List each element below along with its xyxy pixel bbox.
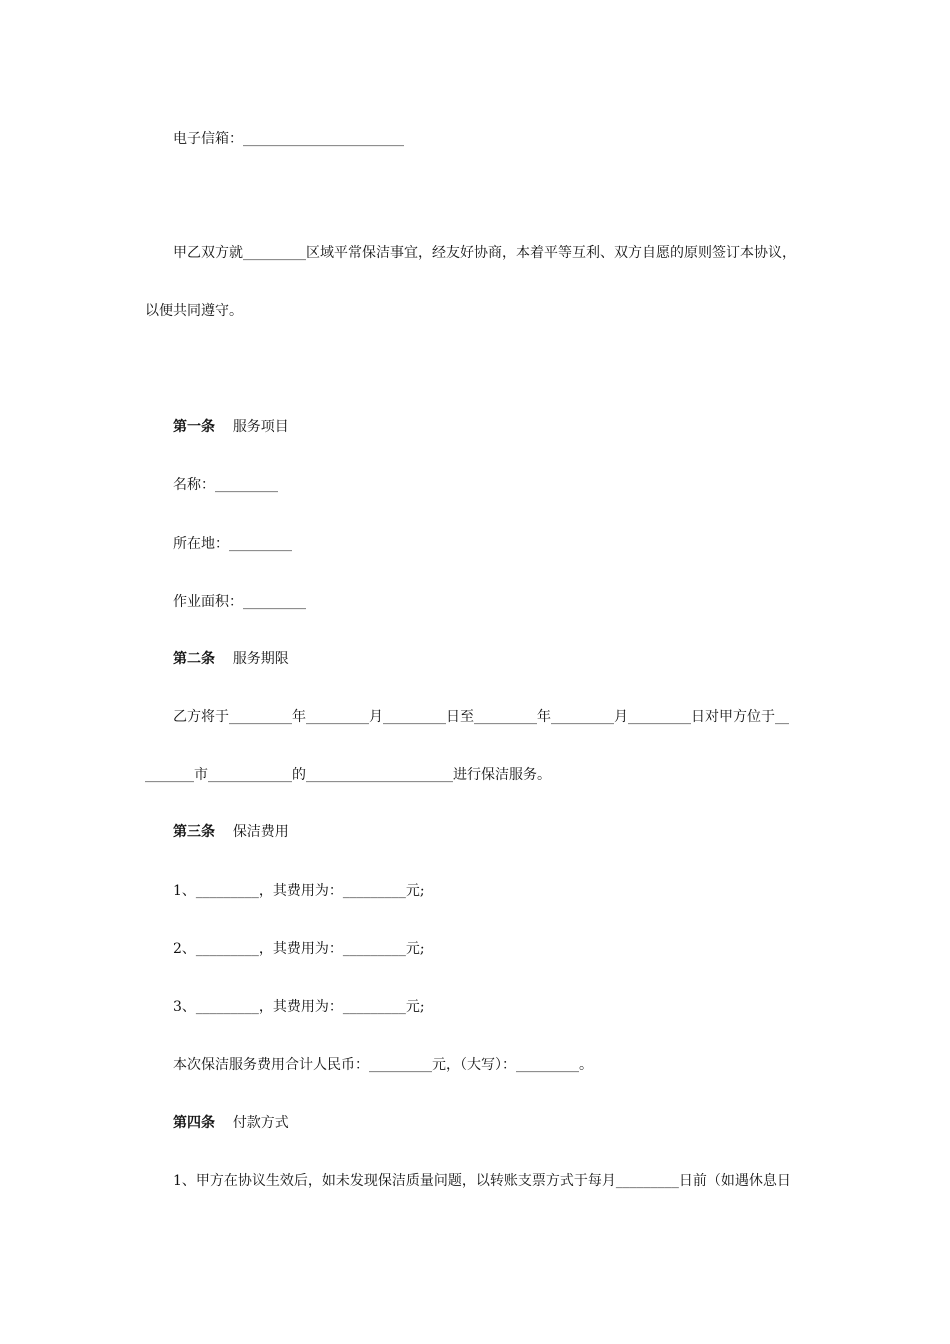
article-2-title: 服务期限 bbox=[232, 651, 289, 667]
article-4-title: 付款方式 bbox=[232, 1115, 289, 1131]
article-1-heading bbox=[173, 418, 289, 436]
fee-line-3: 3、_________，其费用为：_________元; bbox=[173, 999, 425, 1015]
service-location-line: 所在地：_________ bbox=[173, 536, 292, 552]
article-3-number: 第三条 bbox=[173, 824, 215, 840]
article-4-number: 第四条 bbox=[173, 1115, 215, 1131]
payment-line-1: 1、甲方在协议生效后，如未发现保洁质量问题，以转账支票方式于每月_________日前（如遇休息日 bbox=[173, 1173, 791, 1189]
service-area-line: 作业面积：_________ bbox=[173, 594, 306, 610]
article-1-title: 服务项目 bbox=[232, 419, 289, 435]
article-2-heading bbox=[173, 650, 289, 668]
article-3-heading bbox=[173, 823, 289, 841]
fee-line-2: 2、_________，其费用为：_________元; bbox=[173, 941, 425, 957]
term-line-1: 乙方将于_________年_________月_________日至_________年_________月_________日对甲方位于__ bbox=[173, 709, 789, 725]
email-line: 电子信箱：_______________________ bbox=[173, 131, 404, 147]
intro-line-1: 甲乙双方就_________区域平常保洁事宜，经友好协商，本着平等互利、双方自愿的原则签订本协议， bbox=[173, 245, 796, 261]
intro-line-2: 以便共同遵守。 bbox=[145, 303, 243, 319]
article-4-heading bbox=[173, 1114, 289, 1132]
service-name-line: 名称：_________ bbox=[173, 477, 278, 493]
article-1-number: 第一条 bbox=[173, 419, 215, 435]
article-2-number: 第二条 bbox=[173, 651, 215, 667]
fee-total-line: 本次保洁服务费用合计人民币：_________元，（大写）：_________。 bbox=[173, 1057, 593, 1073]
term-line-2: _______市____________的_____________________进行保洁服务。 bbox=[145, 767, 551, 783]
article-3-title: 保洁费用 bbox=[232, 824, 289, 840]
fee-line-1: 1、_________，其费用为：_________元; bbox=[173, 883, 425, 899]
